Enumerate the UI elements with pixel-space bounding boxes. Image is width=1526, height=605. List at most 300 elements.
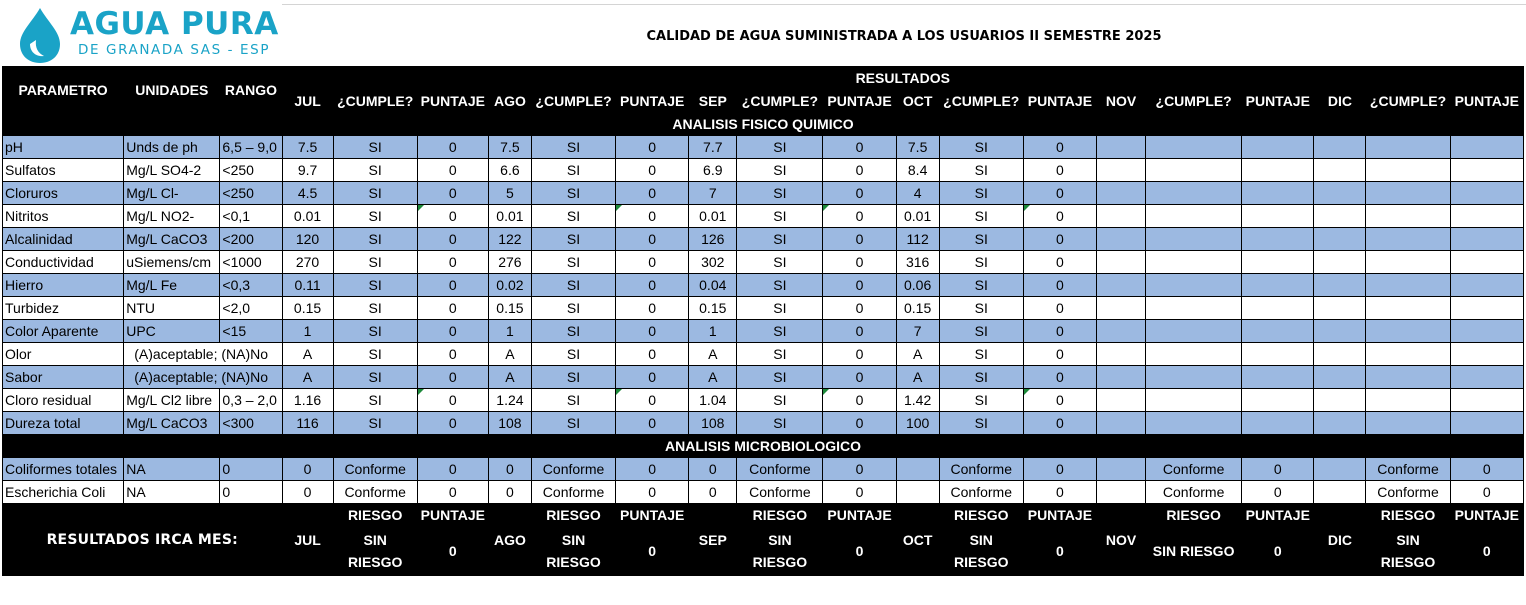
cell-rango: 0 [220, 481, 282, 504]
cell-cumple: SI [737, 366, 823, 389]
cell-parametro: pH [3, 136, 124, 159]
irca-puntaje-value: 0 [1242, 527, 1314, 576]
table-row [3, 389, 1524, 412]
cell-cumple: SI [939, 136, 1023, 159]
cell-cumple: SI [333, 251, 417, 274]
cell-valor: 0.02 [488, 274, 531, 297]
cell-puntaje: 0 [417, 159, 488, 182]
cell-unidades: Mg/L CaCO3 [124, 228, 220, 251]
cell-cumple: SI [939, 182, 1023, 205]
cell-puntaje: 0 [616, 136, 689, 159]
cell-parametro: Sabor [3, 366, 124, 389]
cell-valor: 8.4 [896, 159, 939, 182]
cell-valor [1096, 251, 1145, 274]
cell-puntaje: 0 [417, 366, 488, 389]
irca-month: NOV [1096, 504, 1145, 576]
cell-cumple: SI [939, 297, 1023, 320]
cell-valor: 0 [488, 481, 531, 504]
cell-puntaje: 0 [1242, 458, 1314, 481]
cell-valor: 1.16 [282, 389, 333, 412]
cell-puntaje: 0 [823, 320, 896, 343]
irca-puntaje-header: PUNTAJE [1450, 504, 1523, 527]
water-quality-table [2, 66, 1524, 576]
cell-puntaje: 0 [1023, 343, 1096, 366]
table-row [3, 297, 1524, 320]
cell-unidades: Mg/L Fe [124, 274, 220, 297]
cell-puntaje: 0 [1023, 412, 1096, 435]
cell-valor: 7.5 [488, 136, 531, 159]
cell-valor: A [896, 343, 939, 366]
cell-valor [1096, 274, 1145, 297]
cell-valor: 0.06 [896, 274, 939, 297]
cell-cumple [1146, 182, 1242, 205]
cell-cumple [1366, 182, 1450, 205]
irca-puntaje-header: PUNTAJE [1023, 504, 1096, 527]
header-puntaje: PUNTAJE [616, 90, 689, 113]
cell-puntaje [1242, 159, 1314, 182]
cell-puntaje: 0 [417, 458, 488, 481]
cell-valor [1314, 136, 1366, 159]
cell-valor [1314, 228, 1366, 251]
cell-valor [1314, 366, 1366, 389]
cell-cumple [1146, 205, 1242, 228]
cell-rango: <250 [220, 182, 282, 205]
irca-puntaje-header: PUNTAJE [1242, 504, 1314, 527]
cell-parametro: Cloro residual [3, 389, 124, 412]
header-cumple: ¿CUMPLE? [939, 90, 1023, 113]
cell-rango: <250 [220, 159, 282, 182]
header-cumple: ¿CUMPLE? [333, 90, 417, 113]
cell-puntaje: 0 [823, 136, 896, 159]
cell-cumple: Conforme [1366, 458, 1450, 481]
irca-riesgo-header: RIESGO [531, 504, 615, 527]
cell-valor [1314, 274, 1366, 297]
irca-month: SEP [689, 504, 737, 576]
table-row [3, 136, 1524, 159]
cell-puntaje: 0 [1242, 481, 1314, 504]
cell-valor [1314, 159, 1366, 182]
cell-valor [1096, 182, 1145, 205]
cell-cumple: SI [531, 228, 615, 251]
irca-puntaje-value: 0 [1450, 527, 1523, 576]
cell-valor: 9.7 [282, 159, 333, 182]
cell-valor: 6.9 [689, 159, 737, 182]
cell-puntaje [1242, 205, 1314, 228]
cell-cumple: SI [333, 136, 417, 159]
cell-cumple [1146, 159, 1242, 182]
cell-puntaje: 0 [1450, 458, 1523, 481]
cell-rango: <0,1 [220, 205, 282, 228]
table-row [3, 159, 1524, 182]
cell-parametro: Sulfatos [3, 159, 124, 182]
table-row [3, 343, 1524, 366]
cell-unidades: (A)aceptable; (NA)No [124, 343, 282, 366]
cell-cumple: SI [737, 136, 823, 159]
cell-puntaje: 0 [1023, 182, 1096, 205]
cell-cumple: Conforme [333, 458, 417, 481]
header-puntaje: PUNTAJE [823, 90, 896, 113]
cell-puntaje: 0 [616, 412, 689, 435]
cell-valor [1096, 136, 1145, 159]
cell-valor: 270 [282, 251, 333, 274]
cell-cumple: SI [333, 297, 417, 320]
cell-valor: A [689, 366, 737, 389]
company-logo [4, 4, 282, 66]
cell-cumple: SI [737, 251, 823, 274]
header-parametro: PARAMETRO [3, 67, 124, 113]
irca-puntaje-header: PUNTAJE [823, 504, 896, 527]
irca-month: DIC [1314, 504, 1366, 576]
cell-valor [1096, 389, 1145, 412]
cell-cumple: SI [737, 228, 823, 251]
irca-riesgo-value: SIN RIESGO [939, 527, 1023, 576]
table-row [3, 320, 1524, 343]
header-cumple: ¿CUMPLE? [531, 90, 615, 113]
cell-valor [1314, 297, 1366, 320]
cell-valor: 0.11 [282, 274, 333, 297]
cell-puntaje: 0 [616, 343, 689, 366]
cell-parametro: Coliformes totales [3, 458, 124, 481]
cell-valor: 7.7 [689, 136, 737, 159]
cell-unidades: Mg/L Cl2 libre [124, 389, 220, 412]
cell-cumple: SI [531, 274, 615, 297]
cell-cumple: SI [333, 182, 417, 205]
cell-cumple: Conforme [1146, 481, 1242, 504]
cell-cumple: Conforme [939, 458, 1023, 481]
irca-month: JUL [282, 504, 333, 576]
cell-puntaje: 0 [1023, 297, 1096, 320]
cell-valor [1314, 251, 1366, 274]
cell-puntaje: 0 [1023, 159, 1096, 182]
table-row [3, 228, 1524, 251]
cell-cumple: SI [531, 297, 615, 320]
cell-valor: 0.01 [896, 205, 939, 228]
cell-cumple: SI [939, 343, 1023, 366]
water-drop-icon [14, 6, 66, 64]
cell-puntaje [1450, 366, 1523, 389]
cell-puntaje [1450, 205, 1523, 228]
cell-rango: <1000 [220, 251, 282, 274]
cell-valor: 0.15 [689, 297, 737, 320]
cell-valor: A [282, 343, 333, 366]
irca-label: RESULTADOS IRCA MES: [3, 504, 283, 576]
cell-cumple: SI [939, 366, 1023, 389]
cell-valor [1096, 412, 1145, 435]
cell-cumple: SI [737, 389, 823, 412]
cell-cumple: SI [737, 274, 823, 297]
cell-puntaje: 0 [823, 159, 896, 182]
cell-cumple: Conforme [1366, 481, 1450, 504]
cell-cumple: Conforme [737, 481, 823, 504]
cell-valor [1096, 366, 1145, 389]
cell-valor: 316 [896, 251, 939, 274]
cell-puntaje: 0 [417, 182, 488, 205]
cell-valor: 112 [896, 228, 939, 251]
cell-valor: 4.5 [282, 182, 333, 205]
cell-puntaje: 0 [1023, 251, 1096, 274]
irca-riesgo-value: SIN RIESGO [737, 527, 823, 576]
cell-unidades: NA [124, 458, 220, 481]
cell-puntaje: 0 [616, 159, 689, 182]
cell-puntaje: 0 [1023, 320, 1096, 343]
cell-unidades: Mg/L Cl- [124, 182, 220, 205]
table-row [3, 412, 1524, 435]
cell-puntaje [1242, 343, 1314, 366]
cell-cumple [1366, 366, 1450, 389]
cell-cumple: Conforme [737, 458, 823, 481]
cell-valor: 116 [282, 412, 333, 435]
header-unidades: UNIDADES [124, 67, 220, 113]
cell-puntaje: 0 [417, 205, 488, 228]
cell-cumple: SI [939, 274, 1023, 297]
cell-puntaje: 0 [1023, 205, 1096, 228]
cell-parametro: Dureza total [3, 412, 124, 435]
cell-puntaje: 0 [616, 182, 689, 205]
cell-puntaje: 0 [1023, 274, 1096, 297]
cell-cumple: SI [531, 343, 615, 366]
irca-puntaje-value: 0 [1023, 527, 1096, 576]
cell-valor [1314, 182, 1366, 205]
cell-valor: 302 [689, 251, 737, 274]
cell-puntaje: 0 [823, 481, 896, 504]
cell-cumple [1146, 389, 1242, 412]
header-month: NOV [1096, 90, 1145, 113]
cell-cumple [1146, 228, 1242, 251]
cell-valor [1314, 412, 1366, 435]
header-puntaje: PUNTAJE [1242, 90, 1314, 113]
cell-puntaje: 0 [823, 182, 896, 205]
cell-puntaje: 0 [823, 297, 896, 320]
header-cumple: ¿CUMPLE? [1366, 90, 1450, 113]
cell-puntaje [1242, 182, 1314, 205]
cell-valor [1096, 159, 1145, 182]
cell-puntaje [1242, 320, 1314, 343]
table-row [3, 458, 1524, 481]
irca-riesgo-value: SIN RIESGO [1366, 527, 1450, 576]
cell-cumple: SI [531, 251, 615, 274]
cell-puntaje [1242, 274, 1314, 297]
irca-month: OCT [896, 504, 939, 576]
cell-cumple: SI [531, 389, 615, 412]
cell-cumple [1146, 343, 1242, 366]
cell-valor [1314, 389, 1366, 412]
cell-cumple: Conforme [333, 481, 417, 504]
cell-valor: A [282, 366, 333, 389]
section-microbiologico: ANALISIS MICROBIOLOGICO [3, 435, 1524, 458]
cell-parametro: Conductividad [3, 251, 124, 274]
cell-puntaje: 0 [823, 343, 896, 366]
cell-cumple: SI [531, 320, 615, 343]
header-puntaje: PUNTAJE [1450, 90, 1523, 113]
cell-puntaje [1450, 136, 1523, 159]
cell-valor: 7 [689, 182, 737, 205]
cell-puntaje [1450, 389, 1523, 412]
cell-puntaje: 0 [417, 228, 488, 251]
cell-valor: 1.24 [488, 389, 531, 412]
cell-valor: 1.04 [689, 389, 737, 412]
cell-valor: 5 [488, 182, 531, 205]
cell-valor [1096, 228, 1145, 251]
irca-riesgo-value: SIN RIESGO [531, 527, 615, 576]
cell-valor [1096, 320, 1145, 343]
cell-unidades: NTU [124, 297, 220, 320]
cell-parametro: Alcalinidad [3, 228, 124, 251]
cell-puntaje: 0 [616, 389, 689, 412]
cell-valor: 7.5 [282, 136, 333, 159]
cell-valor: 1 [282, 320, 333, 343]
document-title: CALIDAD DE AGUA SUMINISTRADA A LOS USUARIOS II SEMESTRE 2025 [646, 28, 1162, 44]
table-row [3, 205, 1524, 228]
cell-cumple: SI [939, 205, 1023, 228]
table-row [3, 182, 1524, 205]
cell-puntaje [1450, 182, 1523, 205]
irca-riesgo-header: RIESGO [1366, 504, 1450, 527]
cell-cumple [1146, 297, 1242, 320]
cell-valor: 7 [896, 320, 939, 343]
cell-puntaje: 0 [823, 274, 896, 297]
sheet-gridline [282, 4, 1526, 5]
cell-cumple [1366, 320, 1450, 343]
cell-puntaje: 0 [616, 205, 689, 228]
cell-valor [896, 458, 939, 481]
cell-cumple: SI [531, 136, 615, 159]
cell-cumple: SI [333, 343, 417, 366]
cell-cumple [1146, 412, 1242, 435]
cell-cumple [1146, 366, 1242, 389]
cell-cumple [1146, 320, 1242, 343]
cell-valor: 1 [689, 320, 737, 343]
cell-puntaje: 0 [417, 274, 488, 297]
cell-unidades: UPC [124, 320, 220, 343]
cell-valor: 0 [282, 481, 333, 504]
cell-valor: 0.01 [689, 205, 737, 228]
cell-puntaje [1450, 343, 1523, 366]
cell-puntaje: 0 [616, 481, 689, 504]
cell-puntaje: 0 [823, 366, 896, 389]
cell-rango: <200 [220, 228, 282, 251]
header-month: OCT [896, 90, 939, 113]
cell-valor: A [488, 366, 531, 389]
cell-puntaje: 0 [417, 136, 488, 159]
cell-puntaje: 0 [823, 412, 896, 435]
cell-unidades: Mg/L SO4-2 [124, 159, 220, 182]
cell-valor: 122 [488, 228, 531, 251]
table-row [3, 481, 1524, 504]
cell-rango: 0,3 – 2,0 [220, 389, 282, 412]
cell-puntaje [1242, 136, 1314, 159]
cell-valor [1314, 320, 1366, 343]
cell-rango: 0 [220, 458, 282, 481]
cell-parametro: Olor [3, 343, 124, 366]
cell-puntaje: 0 [616, 274, 689, 297]
table-row [3, 366, 1524, 389]
cell-puntaje: 0 [616, 320, 689, 343]
cell-valor [1096, 343, 1145, 366]
cell-valor: 108 [488, 412, 531, 435]
cell-puntaje: 0 [616, 458, 689, 481]
header-rango: RANGO [220, 67, 282, 113]
cell-valor: A [689, 343, 737, 366]
cell-cumple: SI [531, 366, 615, 389]
cell-puntaje [1242, 251, 1314, 274]
logo-title: AGUA PURA [70, 6, 279, 42]
cell-cumple: SI [939, 389, 1023, 412]
header-month: SEP [689, 90, 737, 113]
cell-unidades: (A)aceptable; (NA)No [124, 366, 282, 389]
cell-valor [1096, 205, 1145, 228]
cell-cumple: Conforme [1146, 458, 1242, 481]
cell-puntaje [1450, 297, 1523, 320]
cell-cumple: SI [737, 182, 823, 205]
cell-puntaje [1450, 412, 1523, 435]
cell-valor: 1.42 [896, 389, 939, 412]
cell-puntaje: 0 [616, 297, 689, 320]
cell-cumple [1366, 228, 1450, 251]
cell-puntaje: 0 [1023, 458, 1096, 481]
cell-puntaje: 0 [1023, 136, 1096, 159]
table-row [3, 274, 1524, 297]
cell-cumple: SI [333, 228, 417, 251]
cell-cumple: Conforme [531, 458, 615, 481]
cell-puntaje [1242, 366, 1314, 389]
cell-rango: 6,5 – 9,0 [220, 136, 282, 159]
cell-parametro: Color Aparente [3, 320, 124, 343]
cell-valor: 120 [282, 228, 333, 251]
cell-valor [1314, 458, 1366, 481]
cell-valor: 126 [689, 228, 737, 251]
cell-puntaje [1450, 228, 1523, 251]
cell-cumple [1366, 159, 1450, 182]
cell-puntaje: 0 [417, 251, 488, 274]
cell-valor: 0.01 [488, 205, 531, 228]
cell-valor [1096, 458, 1145, 481]
cell-valor: 0 [282, 458, 333, 481]
irca-riesgo-value: SIN RIESGO [1146, 527, 1242, 576]
irca-riesgo-header: RIESGO [1146, 504, 1242, 527]
cell-puntaje [1450, 274, 1523, 297]
cell-puntaje: 0 [417, 320, 488, 343]
cell-cumple [1146, 274, 1242, 297]
header-month: DIC [1314, 90, 1366, 113]
cell-cumple: SI [737, 159, 823, 182]
cell-cumple: SI [333, 205, 417, 228]
cell-valor [1314, 481, 1366, 504]
cell-puntaje: 0 [417, 343, 488, 366]
cell-puntaje [1242, 412, 1314, 435]
cell-cumple: Conforme [939, 481, 1023, 504]
irca-riesgo-header: RIESGO [939, 504, 1023, 527]
cell-valor: 7.5 [896, 136, 939, 159]
cell-valor: 108 [689, 412, 737, 435]
cell-cumple [1366, 205, 1450, 228]
cell-cumple [1366, 389, 1450, 412]
irca-riesgo-header: RIESGO [737, 504, 823, 527]
cell-rango: <0,3 [220, 274, 282, 297]
cell-cumple: SI [333, 412, 417, 435]
header-puntaje: PUNTAJE [417, 90, 488, 113]
cell-cumple: SI [939, 412, 1023, 435]
cell-cumple [1146, 136, 1242, 159]
irca-riesgo-value: SIN RIESGO [333, 527, 417, 576]
cell-valor: 0 [689, 481, 737, 504]
cell-valor: 0.15 [896, 297, 939, 320]
header-resultados: RESULTADOS [282, 67, 1524, 90]
cell-cumple [1366, 412, 1450, 435]
irca-riesgo-header: RIESGO [333, 504, 417, 527]
cell-cumple: SI [737, 205, 823, 228]
cell-valor: 4 [896, 182, 939, 205]
table-row [3, 251, 1524, 274]
